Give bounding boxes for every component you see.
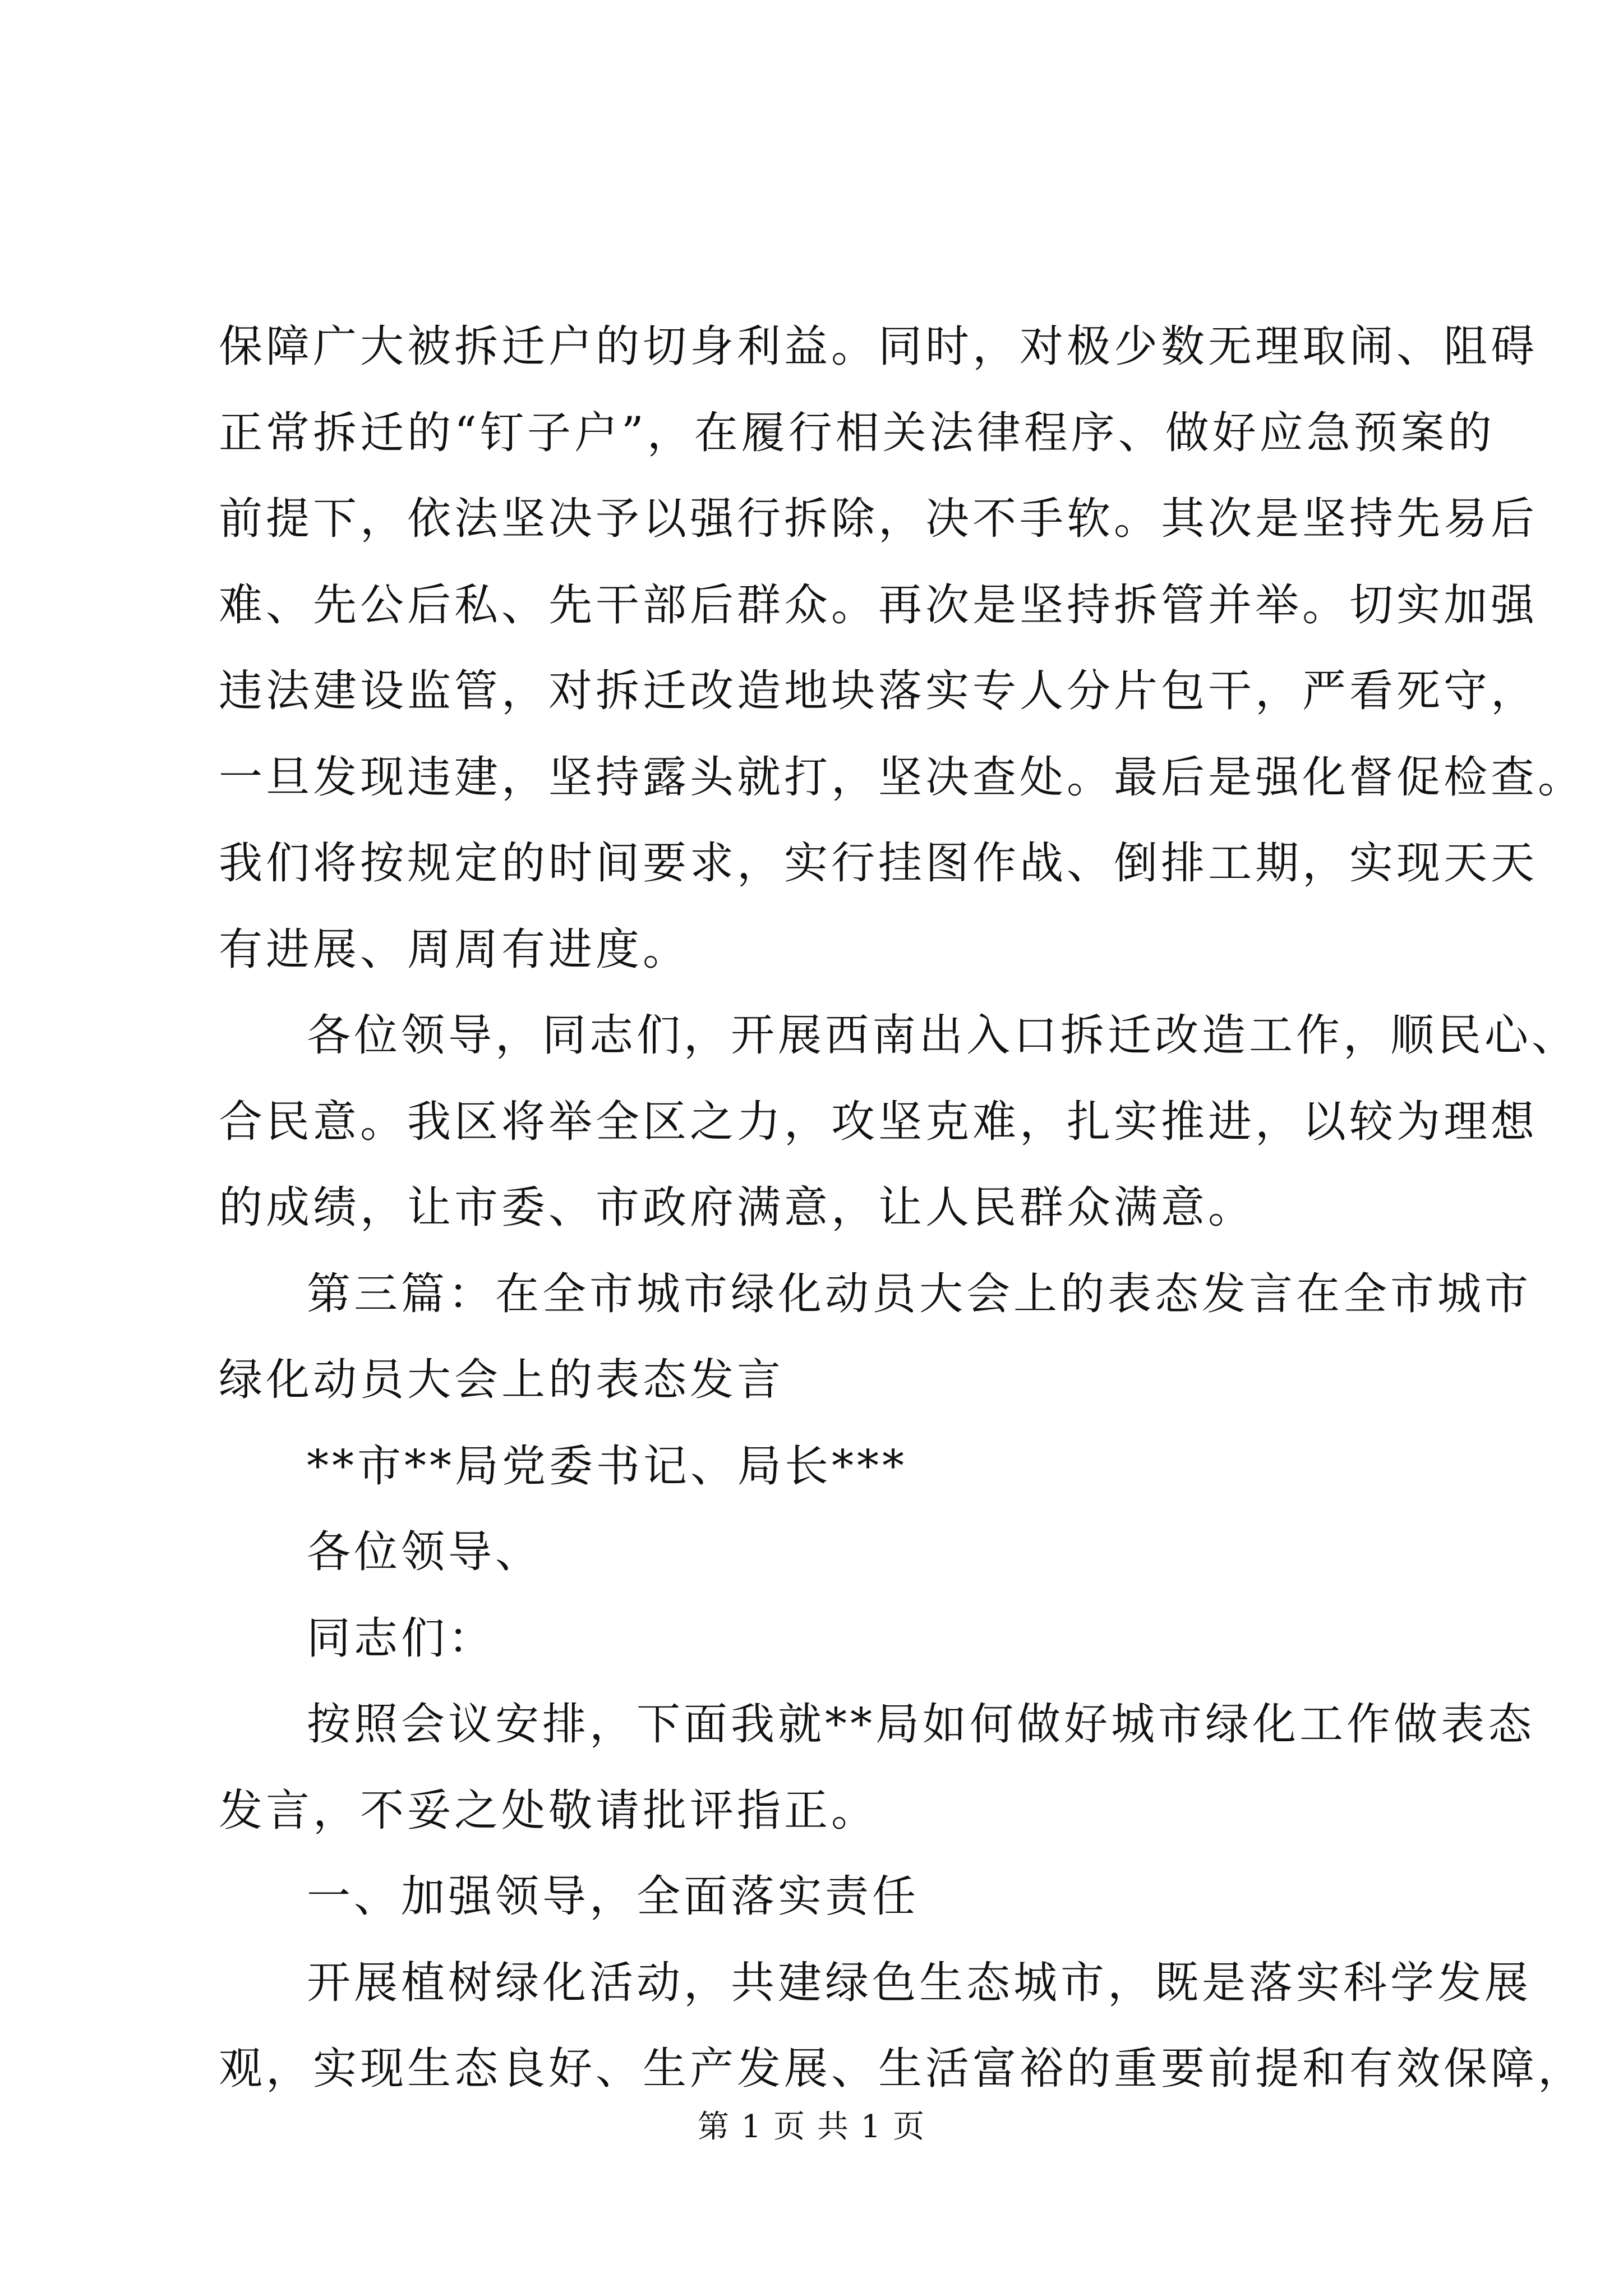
page-number-label: 第 1 页 共 1 页: [697, 2109, 926, 2145]
document-body: [219, 304, 1585, 2113]
subheading-line: 一、加强领导，全面落实责任: [307, 1871, 920, 1922]
text-line: 各位领导，同志们，开展西南出入口拆迁改造工作，顺民心、: [307, 1010, 1579, 1061]
text-line: 违法建设监管，对拆迁改造地块落实专人分片包干，严看死守，: [219, 666, 1538, 716]
text-line: 发言，不妥之处敬请批评指正。: [219, 1785, 879, 1836]
text-line: 正常拆迁的“钉子户”，在履行相关法律程序、做好应急预案的: [219, 407, 1495, 458]
text-line: 按照会议安排，下面我就**局如何做好城市绿化工作做表态: [307, 1699, 1536, 1750]
text-line: 的成绩，让市委、市政府满意，让人民群众满意。: [219, 1182, 1256, 1233]
speaker-line: **市**局党委书记、局长***: [307, 1441, 908, 1492]
section-heading-line: 第三篇：在全市城市绿化动员大会上的表态发言在全市城市: [307, 1268, 1532, 1319]
text-line: 保障广大被拆迁户的切身利益。同时，对极少数无理取闹、阻碍: [219, 321, 1538, 372]
text-line: 有进展、周周有进度。: [219, 924, 690, 975]
text-line: 观，实现生态良好、生产发展、生活富裕的重要前提和有效保障，: [219, 2044, 1585, 2094]
text-line: 开展植树绿化活动，共建绿色生态城市，既是落实科学发展: [307, 1957, 1532, 2008]
text-line: 我们将按规定的时间要求，实行挂图作战、倒排工期，实现天天: [219, 838, 1538, 889]
salutation-line: 同志们：: [307, 1613, 496, 1664]
text-line: 一旦发现违建，坚持露头就打，坚决查处。最后是强化督促检查。: [219, 752, 1585, 803]
salutation-line: 各位领导、: [307, 1527, 543, 1577]
section-heading-line: 绿化动员大会上的表态发言: [219, 1355, 785, 1405]
text-line: 合民意。我区将举全区之力，攻坚克难，扎实推进，以较为理想: [219, 1096, 1538, 1147]
page-footer: [0, 2105, 1623, 2150]
text-line: 难、先公后私、先干部后群众。再次是坚持拆管并举。切实加强: [219, 579, 1538, 631]
text-line: 前提下，依法坚决予以强行拆除，决不手软。其次是坚持先易后: [219, 494, 1538, 544]
